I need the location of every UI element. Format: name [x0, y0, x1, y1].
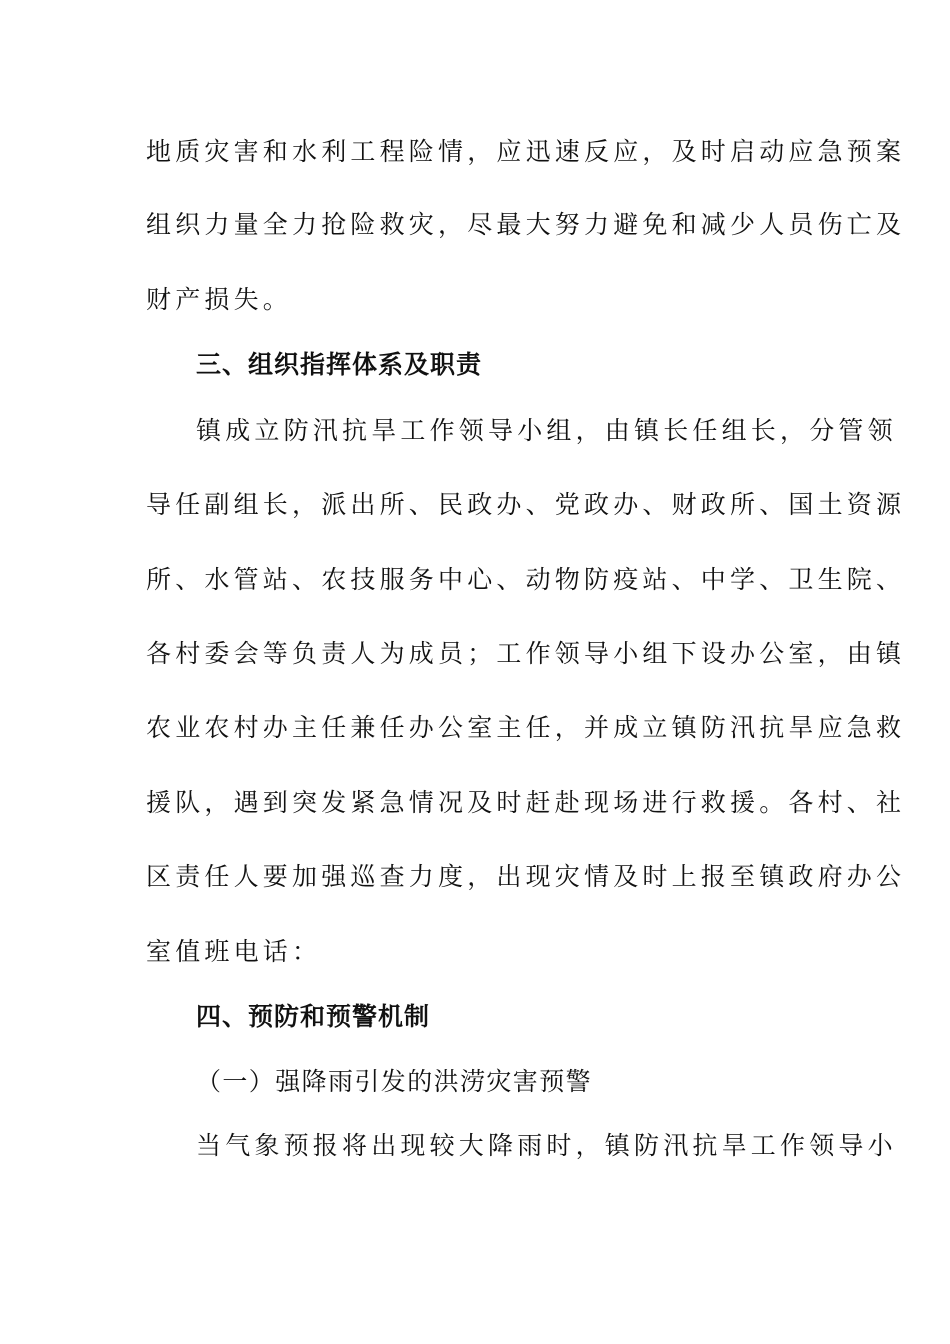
body-text-line: 财产损失。 [146, 285, 293, 314]
body-text-line: 镇成立防汛抗旱工作领导小组，由镇长任组长，分管领 [196, 416, 897, 445]
body-text-line: 当气象预报将出现较大降雨时，镇防汛抗旱工作领导小 [196, 1131, 897, 1160]
body-text-line: 所、水管站、农技服务中心、动物防疫站、中学、卫生院、 [146, 565, 906, 594]
body-text-line: 援队，遇到突发紧急情况及时赶赴现场进行救援。各村、社 [146, 788, 906, 817]
body-text-line: 地质灾害和水利工程险情，应迅速反应，及时启动应急预案 [146, 137, 906, 166]
body-text-line: 区责任人要加强巡查力度，出现灾情及时上报至镇政府办公 [146, 862, 906, 891]
body-text-line: 各村委会等负责人为成员；工作领导小组下设办公室，由镇 [146, 639, 906, 668]
subsection-heading: （一）强降雨引发的洪涝灾害预警 [196, 1067, 593, 1096]
body-text-line: 导任副组长，派出所、民政办、党政办、财政所、国土资源 [146, 490, 906, 519]
body-text-line: 农业农村办主任兼任办公室主任，并成立镇防汛抗旱应急救 [146, 713, 906, 742]
section-heading-4: 四、预防和预警机制 [196, 1002, 431, 1031]
body-text-line: 组织力量全力抢险救灾，尽最大努力避免和减少人员伤亡及 [146, 210, 906, 239]
body-text-line: 室值班电话： [146, 937, 322, 966]
section-heading-3: 三、组织指挥体系及职责 [196, 350, 483, 379]
